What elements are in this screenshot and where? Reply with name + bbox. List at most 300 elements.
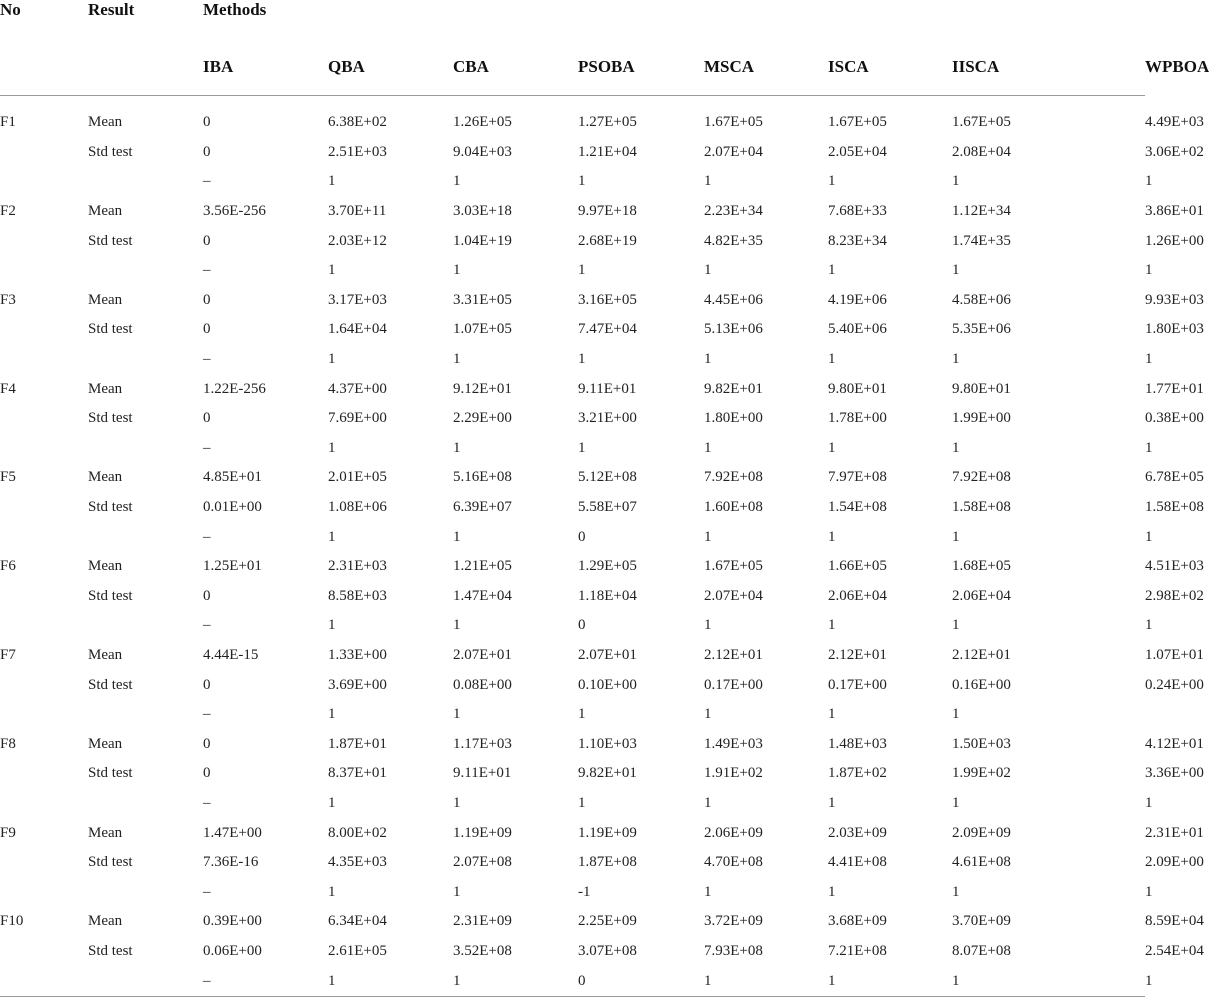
cell-iba: – xyxy=(203,794,211,811)
table-row xyxy=(0,226,1145,256)
cell-iba: 0 xyxy=(203,321,211,338)
cell-no xyxy=(0,789,88,819)
cell-cba: 1 xyxy=(453,617,461,634)
cell-no xyxy=(0,966,88,996)
table-row xyxy=(0,937,1145,967)
cell-iisca: 1.99E+00 xyxy=(952,410,1011,427)
cell-msca: 1 xyxy=(704,706,712,723)
cell-msca: 3.72E+09 xyxy=(704,913,763,930)
cell-cba: 1 xyxy=(453,262,461,279)
header-spacer xyxy=(0,38,88,96)
cell-qba: 1 xyxy=(328,706,336,723)
cell-iisca: 1.99E+02 xyxy=(952,765,1011,782)
cell-iisca: 1 xyxy=(952,972,960,989)
cell-msca: 4.70E+08 xyxy=(704,854,763,871)
cell-psoba: 1 xyxy=(578,351,586,368)
cell-no xyxy=(0,848,88,878)
header-result: Result xyxy=(88,0,135,19)
table-row xyxy=(0,907,1145,937)
cell-result: Std test xyxy=(88,232,133,249)
cell-result xyxy=(88,966,203,996)
cell-qba: 6.34E+04 xyxy=(328,913,387,930)
table-row xyxy=(0,167,1145,197)
column-header-isca: ISCA xyxy=(828,38,952,96)
cell-isca: 3.68E+09 xyxy=(828,913,887,930)
cell-qba: 3.70E+11 xyxy=(328,203,387,220)
cell-result: Std test xyxy=(88,765,133,782)
cell-qba: 1 xyxy=(328,351,336,368)
cell-no xyxy=(0,345,88,375)
cell-msca: 1 xyxy=(704,794,712,811)
cell-no xyxy=(0,937,88,967)
cell-cba: 1.47E+04 xyxy=(453,587,512,604)
cell-no: F8 xyxy=(0,735,16,752)
cell-iba: 0 xyxy=(203,735,211,752)
cell-isca: 1 xyxy=(828,794,836,811)
cell-result: Std test xyxy=(88,410,133,427)
cell-psoba: 1.19E+09 xyxy=(578,824,637,841)
cell-qba: 1 xyxy=(328,439,336,456)
cell-isca: 5.40E+06 xyxy=(828,321,887,338)
cell-iba: 0 xyxy=(203,143,211,160)
cell-result: Std test xyxy=(88,854,133,871)
cell-qba: 1 xyxy=(328,262,336,279)
cell-no xyxy=(0,138,88,168)
cell-cba: 1.07E+05 xyxy=(453,321,512,338)
cell-qba: 1 xyxy=(328,173,336,190)
cell-qba: 4.37E+00 xyxy=(328,380,387,397)
cell-iba: – xyxy=(203,173,211,190)
cell-no: F3 xyxy=(0,291,16,308)
cell-iisca: 1 xyxy=(952,883,960,900)
cell-result: Mean xyxy=(88,114,123,131)
cell-isca: 1.78E+00 xyxy=(828,410,887,427)
cell-no xyxy=(0,434,88,464)
cell-no xyxy=(0,759,88,789)
table-row xyxy=(0,434,1145,464)
cell-isca: 1 xyxy=(828,262,836,279)
table-row xyxy=(0,493,1145,523)
cell-msca: 1.67E+05 xyxy=(704,558,763,575)
cell-qba: 2.31E+03 xyxy=(328,558,387,575)
cell-no xyxy=(0,256,88,286)
cell-isca: 1 xyxy=(828,351,836,368)
cell-qba: 3.69E+00 xyxy=(328,676,387,693)
cell-isca: 1.87E+02 xyxy=(828,765,887,782)
cell-qba: 1 xyxy=(328,528,336,545)
table-row xyxy=(0,848,1145,878)
cell-psoba: 0 xyxy=(578,617,586,634)
cell-iba: – xyxy=(203,617,211,634)
cell-cba: 5.16E+08 xyxy=(453,469,512,486)
table-row xyxy=(0,611,1145,641)
cell-cba: 3.52E+08 xyxy=(453,942,512,959)
cell-iba: – xyxy=(203,883,211,900)
cell-psoba: 0 xyxy=(578,972,586,989)
cell-result: Mean xyxy=(88,824,123,841)
header-methods: Methods xyxy=(203,0,267,19)
column-header-msca: MSCA xyxy=(704,38,828,96)
cell-msca: 2.06E+09 xyxy=(704,824,763,841)
cell-cba: 1.19E+09 xyxy=(453,824,512,841)
cell-cba: 9.12E+01 xyxy=(453,380,512,397)
cell-psoba: 5.58E+07 xyxy=(578,499,637,516)
cell-qba: 8.58E+03 xyxy=(328,587,387,604)
cell-iba: 0.06E+00 xyxy=(203,942,262,959)
cell-cba: 2.29E+00 xyxy=(453,410,512,427)
table-row xyxy=(0,256,1145,286)
cell-qba: 1 xyxy=(328,972,336,989)
cell-psoba: 1.10E+03 xyxy=(578,735,637,752)
column-header-iba: IBA xyxy=(203,38,328,96)
table-row xyxy=(0,582,1145,612)
cell-msca: 1 xyxy=(704,351,712,368)
cell-iisca: 1 xyxy=(952,262,960,279)
cell-no xyxy=(0,493,88,523)
cell-no xyxy=(0,611,88,641)
cell-iisca: 1 xyxy=(952,439,960,456)
cell-psoba: 3.07E+08 xyxy=(578,942,637,959)
cell-msca: 4.82E+35 xyxy=(704,232,763,249)
table-row xyxy=(0,552,1145,582)
cell-result: Std test xyxy=(88,942,133,959)
cell-psoba: 9.82E+01 xyxy=(578,765,637,782)
table-row xyxy=(0,789,1145,819)
cell-iba: 0.01E+00 xyxy=(203,499,262,516)
cell-psoba: 1.27E+05 xyxy=(578,114,637,131)
cell-isca: 1 xyxy=(828,439,836,456)
cell-cba: 0.08E+00 xyxy=(453,676,512,693)
cell-isca: 1 xyxy=(828,173,836,190)
cell-result xyxy=(88,877,203,907)
cell-psoba: 2.25E+09 xyxy=(578,913,637,930)
cell-iisca: 1 xyxy=(952,706,960,723)
cell-cba: 1 xyxy=(453,351,461,368)
cell-isca: 2.06E+04 xyxy=(828,587,887,604)
cell-no: F2 xyxy=(0,203,16,220)
cell-iba: 3.56E-256 xyxy=(203,203,266,220)
cell-msca: 2.23E+34 xyxy=(704,203,763,220)
cell-psoba: 1 xyxy=(578,173,586,190)
cell-no xyxy=(0,404,88,434)
cell-iba: 1.22E-256 xyxy=(203,380,266,397)
cell-result xyxy=(88,789,203,819)
cell-msca: 2.07E+04 xyxy=(704,587,763,604)
cell-result xyxy=(88,434,203,464)
table-row xyxy=(0,522,1145,552)
table-row xyxy=(0,404,1145,434)
cell-cba: 1.04E+19 xyxy=(453,232,512,249)
cell-isca: 7.68E+33 xyxy=(828,203,887,220)
cell-iba: – xyxy=(203,528,211,545)
cell-isca: 1 xyxy=(828,617,836,634)
cell-result xyxy=(88,167,203,197)
table-row xyxy=(0,729,1145,759)
cell-cba: 1 xyxy=(453,706,461,723)
cell-no xyxy=(0,877,88,907)
cell-iba: 7.36E-16 xyxy=(203,854,259,871)
cell-psoba: 9.11E+01 xyxy=(578,380,637,397)
cell-iba: – xyxy=(203,972,211,989)
column-header-psoba: PSOBA xyxy=(578,38,704,96)
cell-psoba: 1.87E+08 xyxy=(578,854,637,871)
cell-iba: – xyxy=(203,439,211,456)
cell-result: Std test xyxy=(88,587,133,604)
table-row xyxy=(0,877,1145,907)
cell-msca: 1 xyxy=(704,883,712,900)
cell-isca: 7.21E+08 xyxy=(828,942,887,959)
cell-msca: 9.82E+01 xyxy=(704,380,763,397)
cell-cba: 1 xyxy=(453,439,461,456)
cell-iba: – xyxy=(203,351,211,368)
cell-iisca: 2.09E+09 xyxy=(952,824,1011,841)
cell-no: F1 xyxy=(0,114,16,131)
cell-iisca: 0.16E+00 xyxy=(952,676,1011,693)
cell-isca: 1.54E+08 xyxy=(828,499,887,516)
table-body xyxy=(0,96,1204,997)
cell-psoba: 0.10E+00 xyxy=(578,676,637,693)
cell-msca: 1 xyxy=(704,528,712,545)
cell-iba: 0 xyxy=(203,291,211,308)
cell-isca: 2.03E+09 xyxy=(828,824,887,841)
table-row xyxy=(0,700,1145,730)
cell-msca: 1 xyxy=(704,972,712,989)
cell-iisca: 4.58E+06 xyxy=(952,291,1011,308)
cell-cba: 1 xyxy=(453,972,461,989)
cell-result: Mean xyxy=(88,291,123,308)
cell-iisca: 2.08E+04 xyxy=(952,143,1011,160)
cell-msca: 1.60E+08 xyxy=(704,499,763,516)
cell-psoba: 5.12E+08 xyxy=(578,469,637,486)
cell-msca: 1.91E+02 xyxy=(704,765,763,782)
cell-result: Mean xyxy=(88,558,123,575)
cell-iba: 1.47E+00 xyxy=(203,824,262,841)
cell-iisca: 2.06E+04 xyxy=(952,587,1011,604)
cell-result: Mean xyxy=(88,735,123,752)
cell-msca: 1 xyxy=(704,262,712,279)
cell-msca: 1 xyxy=(704,617,712,634)
cell-msca: 5.13E+06 xyxy=(704,321,763,338)
cell-iisca: 9.80E+01 xyxy=(952,380,1011,397)
cell-qba: 8.37E+01 xyxy=(328,765,387,782)
cell-psoba: 1 xyxy=(578,262,586,279)
cell-isca: 1 xyxy=(828,883,836,900)
table-row xyxy=(0,138,1145,168)
cell-cba: 6.39E+07 xyxy=(453,499,512,516)
cell-psoba: 2.07E+01 xyxy=(578,646,637,663)
cell-cba: 2.31E+09 xyxy=(453,913,512,930)
table-row xyxy=(0,670,1145,700)
cell-result xyxy=(88,345,203,375)
cell-no xyxy=(0,582,88,612)
cell-qba: 2.03E+12 xyxy=(328,232,387,249)
table-row xyxy=(0,641,1145,671)
cell-qba: 1 xyxy=(328,883,336,900)
cell-iba: 0.39E+00 xyxy=(203,913,262,930)
cell-msca: 1 xyxy=(704,439,712,456)
cell-cba: 2.07E+08 xyxy=(453,854,512,871)
cell-no xyxy=(0,315,88,345)
cell-qba: 1.64E+04 xyxy=(328,321,387,338)
cell-qba: 1 xyxy=(328,617,336,634)
cell-isca: 1 xyxy=(828,528,836,545)
cell-iisca: 2.12E+01 xyxy=(952,646,1011,663)
cell-msca: 1.67E+05 xyxy=(704,114,763,131)
cell-iisca: 1.68E+05 xyxy=(952,558,1011,575)
table-row xyxy=(0,463,1145,493)
cell-isca: 9.80E+01 xyxy=(828,380,887,397)
cell-isca: 2.12E+01 xyxy=(828,646,887,663)
cell-iisca: 1 xyxy=(952,794,960,811)
cell-qba: 2.61E+05 xyxy=(328,942,387,959)
cell-iisca: 8.07E+08 xyxy=(952,942,1011,959)
cell-qba: 2.51E+03 xyxy=(328,143,387,160)
cell-isca: 1.66E+05 xyxy=(828,558,887,575)
cell-iisca: 1.74E+35 xyxy=(952,232,1011,249)
cell-iisca: 1 xyxy=(952,617,960,634)
cell-isca: 1 xyxy=(828,972,836,989)
cell-iisca: 3.70E+09 xyxy=(952,913,1011,930)
table-row xyxy=(0,374,1145,404)
table-row xyxy=(0,966,1145,996)
cell-qba: 8.00E+02 xyxy=(328,824,387,841)
cell-result: Mean xyxy=(88,913,123,930)
cell-psoba: 0 xyxy=(578,528,586,545)
cell-msca: 7.93E+08 xyxy=(704,942,763,959)
cell-cba: 1 xyxy=(453,528,461,545)
cell-isca: 1.67E+05 xyxy=(828,114,887,131)
cell-msca: 2.07E+04 xyxy=(704,143,763,160)
cell-cba: 9.11E+01 xyxy=(453,765,512,782)
cell-qba: 3.17E+03 xyxy=(328,291,387,308)
cell-msca: 1.49E+03 xyxy=(704,735,763,752)
cell-no: F5 xyxy=(0,469,16,486)
cell-no xyxy=(0,670,88,700)
cell-iba: – xyxy=(203,706,211,723)
cell-iisca: 5.35E+06 xyxy=(952,321,1011,338)
cell-result: Std test xyxy=(88,676,133,693)
cell-result xyxy=(88,256,203,286)
cell-result: Mean xyxy=(88,646,123,663)
cell-result xyxy=(88,522,203,552)
cell-isca: 2.05E+04 xyxy=(828,143,887,160)
cell-psoba: 3.16E+05 xyxy=(578,291,637,308)
cell-cba: 9.04E+03 xyxy=(453,143,512,160)
cell-no xyxy=(0,700,88,730)
cell-isca: 1 xyxy=(828,706,836,723)
cell-cba: 1 xyxy=(453,794,461,811)
cell-no: F10 xyxy=(0,913,24,930)
cell-msca: 4.45E+06 xyxy=(704,291,763,308)
table-row xyxy=(0,108,1145,138)
cell-qba: 1 xyxy=(328,794,336,811)
cell-iba: 0 xyxy=(203,587,211,604)
table-row xyxy=(0,286,1145,316)
cell-iisca: 7.92E+08 xyxy=(952,469,1011,486)
cell-iba: 4.85E+01 xyxy=(203,469,262,486)
cell-cba: 1.26E+05 xyxy=(453,114,512,131)
cell-result xyxy=(88,700,203,730)
cell-qba: 7.69E+00 xyxy=(328,410,387,427)
cell-iisca: 1.58E+08 xyxy=(952,499,1011,516)
cell-no: F9 xyxy=(0,824,16,841)
cell-no xyxy=(0,522,88,552)
cell-isca: 1.48E+03 xyxy=(828,735,887,752)
cell-no: F6 xyxy=(0,558,16,575)
cell-psoba: 1 xyxy=(578,794,586,811)
cell-iisca: 1.12E+34 xyxy=(952,203,1011,220)
column-header-iisca: IISCA xyxy=(952,38,1145,96)
table-row xyxy=(0,197,1145,227)
cell-msca: 2.12E+01 xyxy=(704,646,763,663)
cell-iba: 4.44E-15 xyxy=(203,646,259,663)
cell-iba: 0 xyxy=(203,676,211,693)
cell-iisca: 4.61E+08 xyxy=(952,854,1011,871)
cell-result xyxy=(88,611,203,641)
cell-iisca: 1 xyxy=(952,173,960,190)
cell-isca: 4.41E+08 xyxy=(828,854,887,871)
cell-no: F7 xyxy=(0,646,16,663)
table-header xyxy=(0,0,1209,96)
cell-isca: 4.19E+06 xyxy=(828,291,887,308)
table-row xyxy=(0,759,1145,789)
cell-psoba: 2.68E+19 xyxy=(578,232,637,249)
cell-iba: 0 xyxy=(203,114,211,131)
table-bottom-rule xyxy=(0,996,1145,997)
cell-qba: 4.35E+03 xyxy=(328,854,387,871)
cell-qba: 6.38E+02 xyxy=(328,114,387,131)
cell-cba: 2.07E+01 xyxy=(453,646,512,663)
cell-iba: 0 xyxy=(203,410,211,427)
cell-qba: 2.01E+05 xyxy=(328,469,387,486)
cell-isca: 7.97E+08 xyxy=(828,469,887,486)
cell-msca: 7.92E+08 xyxy=(704,469,763,486)
row-spacer xyxy=(0,96,1145,109)
cell-cba: 1 xyxy=(453,173,461,190)
cell-iisca: 1.67E+05 xyxy=(952,114,1011,131)
cell-cba: 3.03E+18 xyxy=(453,203,512,220)
cell-psoba: 1.18E+04 xyxy=(578,587,637,604)
cell-qba: 1.33E+00 xyxy=(328,646,387,663)
header-no: No xyxy=(0,0,21,19)
cell-psoba: 1.21E+04 xyxy=(578,143,637,160)
cell-msca: 0.17E+00 xyxy=(704,676,763,693)
cell-psoba: 7.47E+04 xyxy=(578,321,637,338)
cell-iba: 0 xyxy=(203,232,211,249)
cell-iisca: 1.50E+03 xyxy=(952,735,1011,752)
cell-msca: 1.80E+00 xyxy=(704,410,763,427)
cell-psoba: -1 xyxy=(578,883,591,900)
cell-result: Std test xyxy=(88,321,133,338)
cell-psoba: 1.29E+05 xyxy=(578,558,637,575)
cell-msca: 1 xyxy=(704,173,712,190)
cell-cba: 1 xyxy=(453,883,461,900)
cell-psoba: 3.21E+00 xyxy=(578,410,637,427)
cell-cba: 1.21E+05 xyxy=(453,558,512,575)
cell-qba: 1.87E+01 xyxy=(328,735,387,752)
cell-isca: 8.23E+34 xyxy=(828,232,887,249)
table-row xyxy=(0,345,1145,375)
cell-psoba: 9.97E+18 xyxy=(578,203,637,220)
cell-qba: 1.08E+06 xyxy=(328,499,387,516)
cell-result: Mean xyxy=(88,203,123,220)
cell-iba: 0 xyxy=(203,765,211,782)
cell-isca: 0.17E+00 xyxy=(828,676,887,693)
cell-cba: 3.31E+05 xyxy=(453,291,512,308)
cell-result: Std test xyxy=(88,499,133,516)
header-spacer xyxy=(88,38,203,96)
cell-iisca: 1 xyxy=(952,528,960,545)
